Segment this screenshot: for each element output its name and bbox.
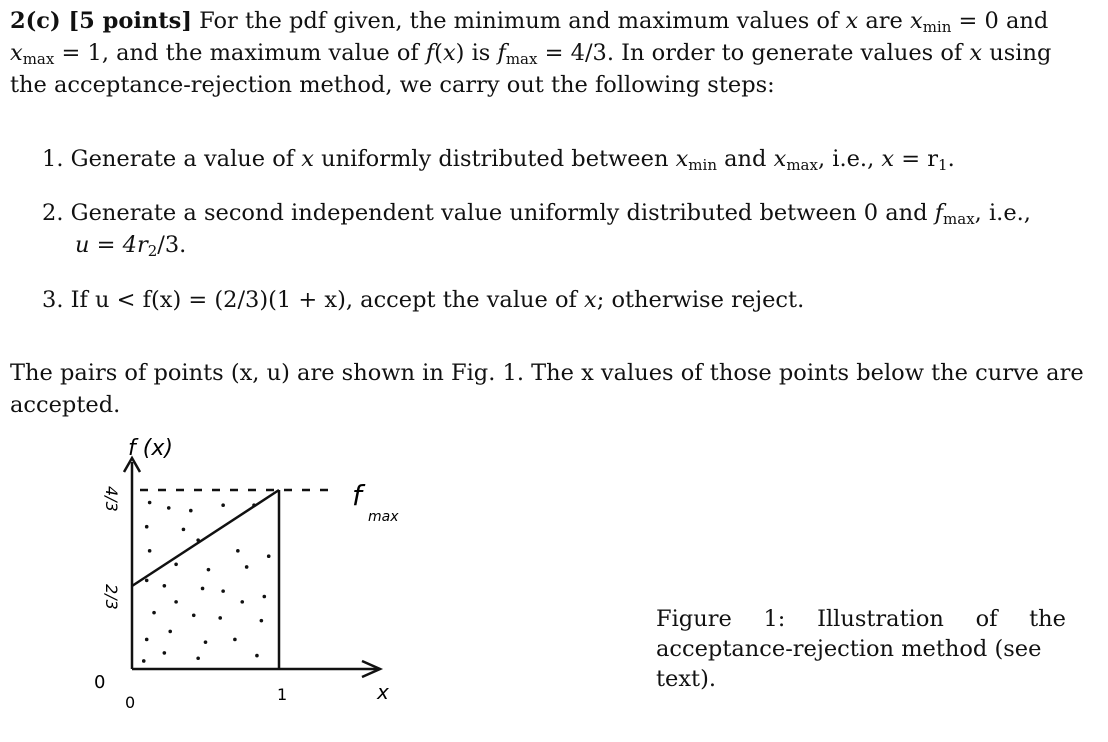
sample-point bbox=[218, 616, 222, 620]
sample-point bbox=[163, 651, 167, 655]
sample-point bbox=[192, 614, 196, 618]
sample-point bbox=[245, 565, 249, 569]
caption-word: Figure bbox=[656, 606, 732, 632]
sample-point bbox=[260, 619, 264, 623]
intro-line-3: the acceptance-rejection method, we carry out the following steps: bbox=[10, 72, 775, 98]
sample-point bbox=[152, 611, 156, 615]
sample-point bbox=[236, 549, 240, 553]
sample-point bbox=[207, 568, 211, 572]
pdf-line bbox=[132, 490, 279, 586]
caption-word: 1: bbox=[763, 606, 786, 632]
tick-y-mid: 2/3 bbox=[102, 584, 121, 610]
para-line-2: accepted. bbox=[10, 392, 121, 418]
tick-x-one: 1 bbox=[277, 685, 288, 704]
sample-point bbox=[145, 638, 149, 642]
figure-caption-line-1 bbox=[656, 604, 1066, 634]
para-line-1: The pairs of points (x, u) are shown in Fig. 1. The x values of those points below the curve are bbox=[10, 360, 1084, 386]
sample-point bbox=[204, 640, 208, 644]
x-axis-label: x bbox=[377, 680, 389, 704]
tick-x-zero: 0 bbox=[125, 693, 136, 712]
tick-y-zero: 0 bbox=[94, 672, 106, 693]
y-axis-label: f (x) bbox=[128, 436, 173, 461]
sample-point bbox=[189, 509, 193, 513]
sample-point bbox=[221, 589, 225, 593]
sample-point bbox=[255, 654, 259, 658]
step-3: 3. If u < f(x) = (2/3)(1 + x), accept the value of x; otherwise reject. bbox=[42, 287, 805, 313]
sample-point bbox=[196, 656, 200, 660]
fmax-subscript: max bbox=[368, 509, 399, 525]
step-2-cont: $u = 4r_2/3$. bbox=[75, 232, 187, 260]
sample-point bbox=[233, 638, 237, 642]
caption-word: Illustration bbox=[817, 606, 944, 632]
sample-point bbox=[196, 538, 200, 542]
figure-caption-line-2: acceptance-rejection method (see text). bbox=[656, 636, 1042, 692]
sample-points bbox=[142, 501, 271, 663]
sample-point bbox=[182, 528, 186, 532]
sample-point bbox=[167, 506, 171, 510]
sample-point bbox=[145, 579, 149, 583]
sample-point bbox=[201, 587, 205, 591]
sample-point bbox=[240, 600, 244, 604]
sample-point bbox=[148, 549, 152, 553]
caption-word: of bbox=[975, 606, 998, 632]
intro-line-1: 2(c) [5 points] For the pdf given, the minimum and maximum values of x are $x_{min} = 0$ and bbox=[10, 8, 1049, 36]
step-1: 1. Generate a value of x uniformly distributed between $x_{min}$ and $x_{max}$, i.e., $x = r_1$. bbox=[42, 146, 955, 174]
sample-point bbox=[174, 600, 178, 604]
intro-line-2: $x_{max} = 1$, and the maximum value of f(x) is $f_{max} = 4/3$. In order to generate values of x using bbox=[10, 40, 1052, 68]
sample-point bbox=[168, 630, 172, 634]
fmax-label: f bbox=[352, 479, 362, 512]
sample-point bbox=[252, 503, 256, 507]
sample-point bbox=[174, 562, 178, 566]
sample-point bbox=[221, 503, 225, 507]
sample-point bbox=[163, 584, 167, 588]
sample-point bbox=[145, 525, 149, 529]
sample-point bbox=[142, 659, 146, 663]
sample-point bbox=[148, 501, 152, 505]
problem-label: 2(c) [5 points] bbox=[10, 8, 192, 34]
caption-word: the bbox=[1029, 606, 1066, 632]
sample-point bbox=[263, 595, 267, 599]
tick-y-top: 4/3 bbox=[102, 486, 121, 512]
sample-point bbox=[267, 554, 271, 558]
step-2: 2. Generate a second independent value uniformly distributed between 0 and $f_{max}$, i.e., bbox=[42, 200, 1031, 228]
